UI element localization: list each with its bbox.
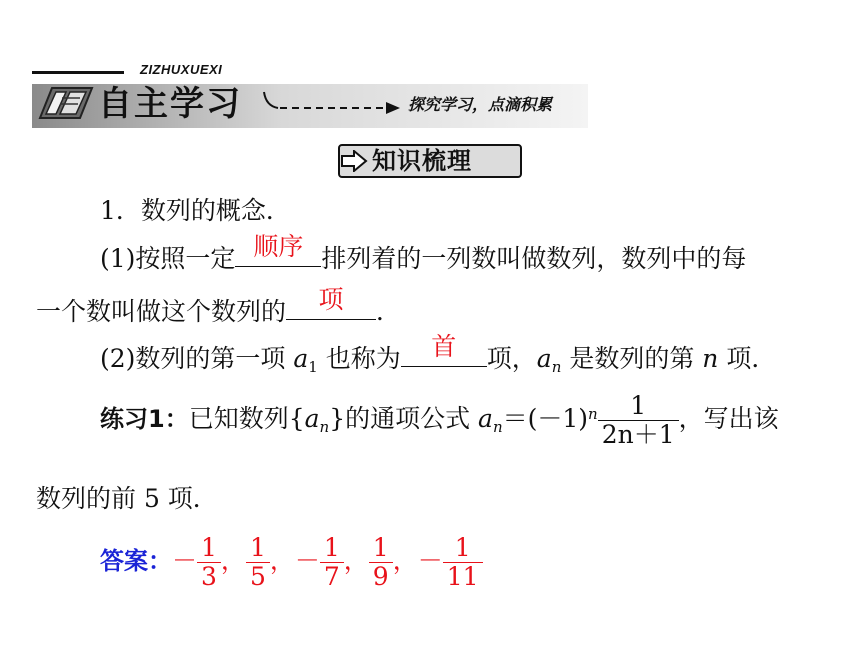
blank-term: 项	[286, 293, 376, 320]
exercise-label: 练习1：	[100, 405, 189, 433]
answer-separator: ，	[343, 546, 369, 575]
paragraph-1-line-1: (1)按照一定 顺序 排列着的一列数叫做数列，数列中的每	[100, 232, 747, 273]
blank-order: 顺序	[235, 240, 321, 267]
answer-sign: －	[172, 546, 198, 575]
exercise-line-1: 练习1：已知数列$\{a_n\}$的通项公式 $a_n=(-1)^n$ $\frac{1}{2n+1}$ ，写出该	[100, 391, 779, 449]
answer-fraction	[246, 534, 270, 591]
dashed-arrow-icon	[262, 90, 402, 118]
arrow-right-icon	[338, 150, 368, 172]
answer-fraction	[320, 534, 344, 591]
section-tag-label: 知识梳理	[372, 147, 472, 175]
answer-denominator: 11	[443, 562, 483, 591]
answer-denominator: 3	[197, 562, 221, 591]
paragraph-2: (2)数列的第一项 $a_1$ 也称为 首 项，$a_n$ 是数列的第 n 项．	[100, 332, 777, 376]
answer-label: 答案：	[100, 547, 172, 575]
answer-denominator: 9	[369, 562, 393, 591]
answer-term	[369, 533, 418, 591]
answer-term	[417, 533, 483, 591]
answer-terms	[172, 533, 483, 591]
answer-line	[100, 534, 483, 591]
answer-numerator: 1	[201, 533, 217, 562]
exercise-line-2: 数列的前 5 项．	[36, 484, 218, 513]
item-heading: 1．数列的概念．	[100, 196, 291, 225]
answer-numerator: 1	[249, 533, 266, 562]
answer-sign: －	[417, 546, 443, 575]
answer-term	[246, 533, 295, 591]
blank-first: 首	[401, 340, 487, 367]
answer-fraction	[369, 534, 393, 591]
answer-sign: －	[294, 546, 320, 575]
header-rule	[32, 71, 124, 74]
answer-term	[294, 533, 369, 591]
answer-fraction	[443, 534, 483, 591]
answer-denominator: 5	[246, 562, 270, 591]
answer-fraction	[197, 534, 221, 591]
answer-separator: ，	[220, 546, 246, 575]
header-subtitle: 探究学习，点滴积累	[408, 95, 553, 114]
answer-numerator: 1	[454, 533, 471, 562]
answer-numerator: 1	[323, 533, 340, 562]
answer-denominator: 7	[320, 562, 344, 591]
header-title: 自主学习	[98, 84, 242, 124]
header-pinyin: ZIZHUXUEXI	[140, 62, 223, 77]
answer-term	[172, 533, 246, 591]
answer-separator: ，	[269, 546, 295, 575]
exercise-fraction: $\frac{1}{2n+1}$	[598, 392, 679, 449]
book-icon	[36, 84, 98, 124]
answer-numerator: 1	[372, 533, 389, 562]
paragraph-1-line-2: 一个数叫做这个数列的 项 ．	[36, 285, 402, 326]
answer-separator: ，	[392, 546, 418, 575]
